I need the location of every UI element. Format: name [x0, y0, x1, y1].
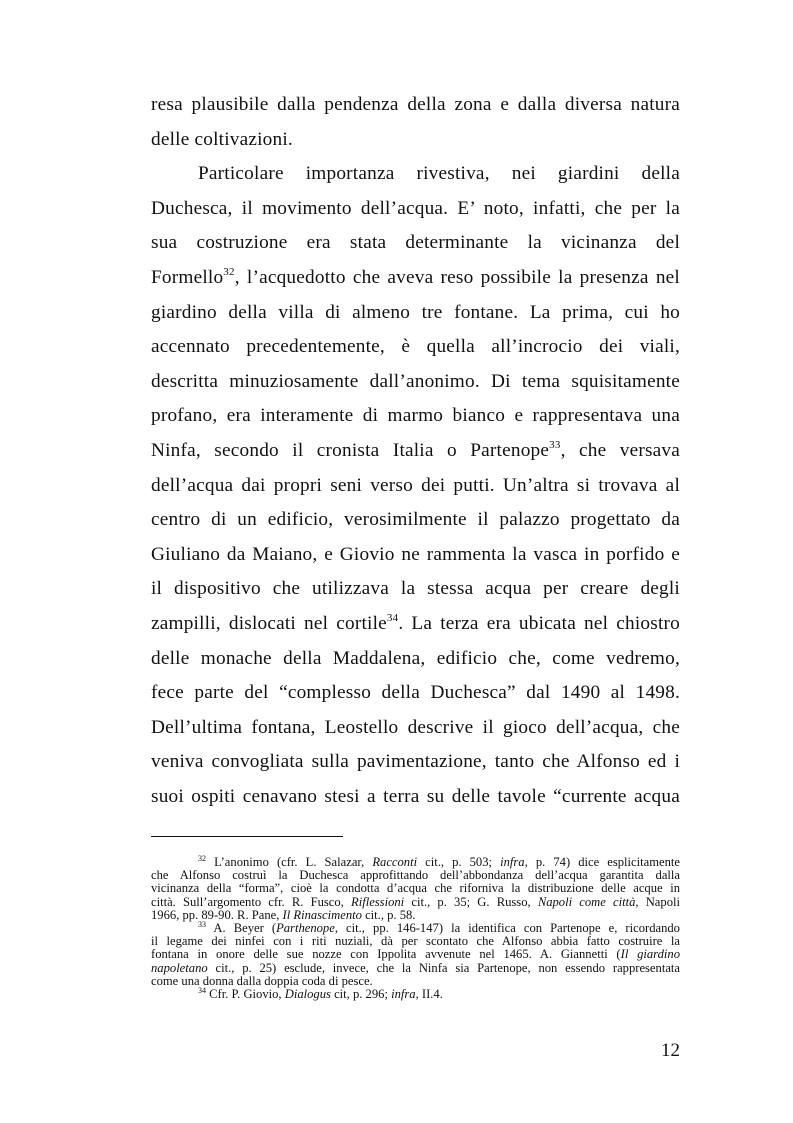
text-line: [151, 607, 680, 642]
text-line: [151, 434, 680, 469]
footnote-34: [151, 988, 680, 1001]
text-fragment: A. Beyer (: [206, 921, 277, 936]
main-text: [151, 88, 680, 814]
page-number: 12: [661, 1040, 680, 1061]
text-line: Giuliano da Maiano, e Giovio ne rammenta la vasca in porfido e: [151, 543, 680, 565]
footnote-ref-33[interactable]: 33: [549, 438, 561, 451]
footnote-33: [151, 922, 680, 988]
text-fragment: II.4.: [418, 987, 443, 1002]
footnote-ref-34[interactable]: 34: [386, 611, 399, 624]
text-fragment: fontana in onore delle sue nozze con Ippolita avvenute nel 1465. A. Giannetti (: [151, 947, 621, 962]
text-line: accennato precedentemente, è quella all’incrocio dei viali,: [151, 336, 680, 358]
text-fragment: Formello: [151, 266, 224, 288]
italic-title: napoletano: [151, 960, 208, 975]
footnote-line: come una donna dalla doppia coda di pesce.: [151, 973, 373, 988]
italic-title: Napoli come città: [537, 894, 636, 909]
footnote-line: vicinanza della “forma”, cioè la condotta d’acqua che riforniva la distribuzione delle acque in: [151, 881, 680, 896]
footnote-line: che Alfonso costruì la Duchesca approfittando dell’abbondanza dell’acqua garantita dalla: [151, 868, 680, 883]
text-fragment: , l’acquedotto che aveva reso possibile la presenza nel: [234, 266, 680, 288]
footnote-number: 34: [198, 986, 206, 996]
text-line: Particolare importanza rivestiva, nei giardini della: [198, 163, 680, 185]
text-fragment: città. Sull’argomento cfr. R. Fusco,: [151, 894, 351, 909]
text-fragment: L’anonimo (cfr. L. Salazar,: [206, 855, 373, 869]
text-line: [151, 261, 680, 296]
text-fragment: Cfr. P. Giovio,: [206, 987, 285, 1002]
text-fragment: zampilli, dislocati nel cortile: [151, 612, 387, 634]
italic-title: Il giardino: [620, 947, 680, 962]
footnote-line: [151, 962, 680, 975]
footnote-line: [151, 988, 680, 1001]
text-line: giardino della villa di almeno tre fontane. La prima, cui ho: [151, 301, 680, 323]
text-line: fece parte del “complesso della Duchesca” dal 1490 al 1498.: [151, 682, 680, 704]
text-line: centro di un edificio, verosimilmente il palazzo progettato da: [151, 509, 680, 531]
text-fragment: . La terza era ubicata nel chiostro: [398, 612, 680, 634]
text-fragment: cit., p. 58.: [361, 907, 416, 922]
text-line: resa plausibile dalla pendenza della zona e dalla diversa natura: [151, 94, 680, 115]
italic-title: infra: [500, 855, 525, 869]
footnotes: [151, 856, 680, 1001]
text-line: delle coltivazioni.: [151, 128, 293, 150]
text-line: descritta minuziosamente dall’anonimo. Di tema squisitamente: [151, 370, 680, 392]
italic-title: infra,: [391, 987, 419, 1002]
text-line: sua costruzione era stata determinante la vicinanza del: [151, 232, 680, 254]
text-fragment: , p. 74) dice esplicitamente: [524, 855, 680, 869]
text-fragment: cit., p. 25) esclude, invece, che la Ninfa sia Partenope, non essendo rappresentata: [207, 960, 680, 975]
italic-title: Racconti: [372, 855, 418, 869]
text-fragment: cit., pp. 146-147) la identifica con Partenope e, ricordando: [337, 921, 680, 936]
paragraph-1: [151, 88, 680, 157]
italic-title: Parthenope,: [276, 921, 338, 936]
text-line: dell’acqua dai propri seni verso dei putti. Un’altra si trovava al: [151, 474, 680, 496]
footnote-number: 32: [198, 854, 206, 863]
text-fragment: , che versava: [560, 439, 681, 461]
text-fragment: , Napoli: [635, 894, 680, 909]
text-fragment: 1966, pp. 89-90. R. Pane,: [151, 907, 283, 922]
text-line: Duchesca, il movimento dell’acqua. E’ noto, infatti, che per la: [151, 197, 680, 219]
footnote-line: il legame dei ninfei con i riti nuziali, dà per scontato che Alfonso abbia fatto costruire la: [151, 934, 680, 949]
footnote-32: [151, 856, 680, 922]
text-fragment: cit., p. 503;: [417, 855, 501, 869]
paragraph-2: [151, 157, 680, 814]
text-line: delle monache della Maddalena, edificio che, come vedremo,: [151, 647, 680, 669]
text-line: veniva convogliata sulla pavimentazione, tanto che Alfonso ed i: [151, 751, 680, 773]
italic-title: Il Rinascimento: [282, 907, 362, 922]
italic-title: Riflessioni: [351, 894, 405, 909]
text-line: suoi ospiti cenavano stesi a terra su delle tavole “currente acqua: [151, 785, 680, 807]
text-line: Dell’ultima fontana, Leostello descrive il gioco dell’acqua, che: [151, 716, 680, 738]
footnote-number: 33: [198, 920, 206, 930]
text-line: profano, era interamente di marmo bianco e rappresentava una: [151, 405, 680, 427]
text-line: il dispositivo che utilizzava la stessa acqua per creare degli: [151, 578, 680, 600]
footnote-divider: [151, 836, 343, 837]
text-fragment: cit., p. 35; G. Russo,: [404, 894, 538, 909]
italic-title: Dialogus: [284, 987, 331, 1002]
footnote-ref-32[interactable]: 32: [223, 265, 235, 278]
text-fragment: Ninfa, secondo il cronista Italia o Partenope: [151, 439, 550, 461]
text-fragment: cit, p. 296;: [330, 987, 392, 1002]
